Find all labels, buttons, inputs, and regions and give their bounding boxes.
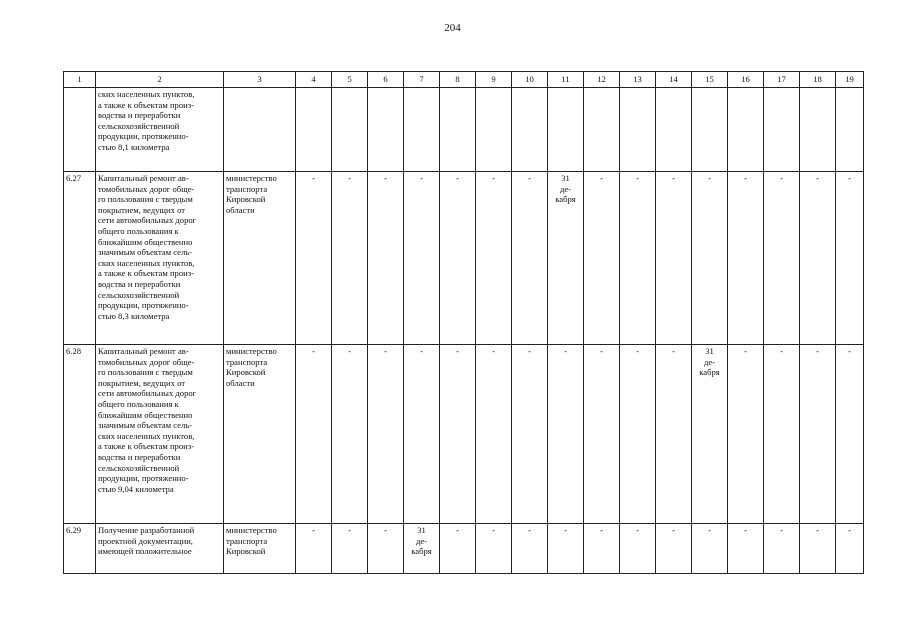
text-line: Кировской	[226, 367, 266, 378]
header-cell: 15	[692, 72, 728, 88]
period-cell	[692, 524, 728, 574]
row-number: 6.29	[64, 524, 96, 574]
period-cell	[728, 88, 764, 172]
dash-mark: -	[636, 525, 639, 535]
header-cell: 17	[764, 72, 800, 88]
dash-mark: -	[492, 525, 495, 535]
dash-mark: -	[780, 525, 783, 535]
period-cell	[584, 524, 620, 574]
period-cell	[440, 172, 476, 345]
text-line: покрытием, ведущих от	[98, 204, 186, 215]
period-cell	[512, 524, 548, 574]
text-line: имеющей положительное	[98, 546, 192, 557]
text-line: продукции, протяженно-	[98, 473, 189, 484]
period-cell	[440, 88, 476, 172]
deadline-date-part: де-	[559, 183, 572, 194]
period-cell	[368, 345, 404, 524]
dash-mark: -	[492, 173, 495, 183]
period-cell	[800, 88, 836, 172]
period-cell	[404, 524, 440, 574]
measure-name	[96, 172, 224, 345]
header-cell: 16	[728, 72, 764, 88]
header-cell: 9	[476, 72, 512, 88]
table-row	[64, 345, 864, 524]
period-cell	[476, 524, 512, 574]
responsible-org	[224, 88, 296, 172]
dash-mark: -	[348, 173, 351, 183]
period-cell	[728, 172, 764, 345]
text-line: го пользования с твердым	[98, 194, 193, 205]
text-line: сети автомобильных дорог	[98, 388, 197, 399]
header-cell: 11	[548, 72, 584, 88]
text-line: Получение разработанной	[98, 525, 195, 535]
dash-mark: -	[528, 173, 531, 183]
period-cell	[764, 172, 800, 345]
period-cell	[584, 88, 620, 172]
period-cell	[332, 524, 368, 574]
text-line: стью 9,04 километра	[98, 483, 174, 494]
deadline-date-part: де-	[703, 356, 716, 367]
header-cell: 8	[440, 72, 476, 88]
period-cell	[548, 345, 584, 524]
header-cell: 14	[656, 72, 692, 88]
dash-mark: -	[564, 525, 567, 535]
period-cell	[836, 88, 864, 172]
period-cell	[800, 345, 836, 524]
dash-mark: -	[348, 525, 351, 535]
text-line: а также к объектам произ-	[98, 441, 195, 452]
table-row	[64, 88, 864, 172]
dash-mark: -	[348, 346, 351, 356]
period-cell	[440, 524, 476, 574]
text-line: сельскохозяйственной	[98, 289, 180, 300]
text-line: Кировской	[226, 194, 266, 205]
text-line: Кировской	[226, 546, 266, 557]
dash-mark: -	[600, 346, 603, 356]
text-line: водства и переработки	[98, 451, 181, 462]
text-line: министерство	[226, 525, 277, 535]
dash-mark: -	[420, 173, 423, 183]
dash-mark: -	[312, 525, 315, 535]
dash-mark: -	[848, 173, 851, 183]
period-cell	[692, 345, 728, 524]
header-cell: 2	[96, 72, 224, 88]
period-cell	[476, 345, 512, 524]
period-cell	[512, 172, 548, 345]
period-cell	[800, 524, 836, 574]
text-line: области	[226, 204, 255, 215]
period-cell	[692, 88, 728, 172]
dash-mark: -	[708, 525, 711, 535]
period-cell	[836, 172, 864, 345]
header-row	[64, 72, 864, 88]
text-line: министерство	[226, 173, 277, 183]
dash-mark: -	[744, 173, 747, 183]
period-cell	[404, 345, 440, 524]
text-line: ских населенных пунктов,	[98, 257, 195, 268]
dash-mark: -	[384, 173, 387, 183]
period-cell	[512, 345, 548, 524]
text-line: министерство	[226, 346, 277, 356]
period-cell	[656, 345, 692, 524]
period-cell	[836, 524, 864, 574]
dash-mark: -	[528, 525, 531, 535]
period-cell	[584, 172, 620, 345]
period-cell	[764, 345, 800, 524]
deadline-date-part: 31	[705, 346, 714, 356]
header-cell: 12	[584, 72, 620, 88]
period-cell	[836, 345, 864, 524]
text-line: ближайшим общественно	[98, 236, 193, 247]
text-line: значимым объектам сель-	[98, 247, 193, 258]
period-cell	[476, 172, 512, 345]
dash-mark: -	[848, 525, 851, 535]
header-cell: 4	[296, 72, 332, 88]
period-cell	[332, 345, 368, 524]
period-cell	[368, 524, 404, 574]
dash-mark: -	[384, 346, 387, 356]
text-line: ских населенных пунктов,	[98, 430, 195, 441]
period-cell	[440, 345, 476, 524]
period-cell	[368, 172, 404, 345]
text-line: продукции, протяженно-	[98, 300, 189, 311]
period-cell	[476, 88, 512, 172]
period-cell	[548, 524, 584, 574]
text-line: общего пользования к	[98, 398, 179, 409]
deadline-date-part: кабря	[555, 194, 576, 205]
period-cell	[404, 172, 440, 345]
text-line: транспорта	[226, 356, 268, 367]
header-cell: 19	[836, 72, 864, 88]
text-line: продукции, протяженно-	[98, 131, 189, 142]
text-line: водства и переработки	[98, 278, 181, 289]
deadline-date-part: кабря	[411, 546, 432, 557]
text-line: области	[226, 377, 255, 388]
measure-name	[96, 524, 224, 574]
dash-mark: -	[600, 173, 603, 183]
dash-mark: -	[816, 346, 819, 356]
text-line: Капитальный ремонт ав-	[98, 173, 189, 183]
text-line: покрытием, ведущих от	[98, 377, 186, 388]
period-cell	[656, 524, 692, 574]
period-cell	[332, 172, 368, 345]
header-cell: 13	[620, 72, 656, 88]
dash-mark: -	[780, 173, 783, 183]
dash-mark: -	[816, 525, 819, 535]
dash-mark: -	[672, 173, 675, 183]
period-cell	[548, 88, 584, 172]
responsible-org	[224, 524, 296, 574]
text-line: сельскохозяйственной	[98, 462, 180, 473]
dash-mark: -	[456, 346, 459, 356]
period-cell	[296, 88, 332, 172]
period-cell	[656, 88, 692, 172]
dash-mark: -	[384, 525, 387, 535]
text-line: сети автомобильных дорог	[98, 215, 197, 226]
page-number: 204	[444, 22, 461, 34]
period-cell	[368, 88, 404, 172]
dash-mark: -	[456, 525, 459, 535]
period-cell	[692, 172, 728, 345]
dash-mark: -	[780, 346, 783, 356]
text-line: транспорта	[226, 183, 268, 194]
table-row	[64, 524, 864, 574]
table-row	[64, 172, 864, 345]
text-line: общего пользования к	[98, 225, 179, 236]
dash-mark: -	[528, 346, 531, 356]
text-line: стью 8,1 километра	[98, 141, 170, 152]
period-cell	[620, 524, 656, 574]
dash-mark: -	[636, 346, 639, 356]
deadline-date-part: 31	[417, 525, 426, 535]
dash-mark: -	[636, 173, 639, 183]
text-line: а также к объектам произ-	[98, 99, 195, 110]
header-cell: 5	[332, 72, 368, 88]
period-cell	[764, 524, 800, 574]
text-line: ближайшим общественно	[98, 409, 193, 420]
text-line: томобильных дорог обще-	[98, 183, 195, 194]
measure-name	[96, 88, 224, 172]
deadline-date-part: кабря	[699, 367, 720, 378]
dash-mark: -	[492, 346, 495, 356]
text-line: транспорта	[226, 535, 268, 546]
dash-mark: -	[672, 525, 675, 535]
dash-mark: -	[708, 173, 711, 183]
dash-mark: -	[456, 173, 459, 183]
period-cell	[620, 88, 656, 172]
dash-mark: -	[312, 346, 315, 356]
deadline-date-part: де-	[415, 535, 428, 546]
dash-mark: -	[816, 173, 819, 183]
header-cell: 7	[404, 72, 440, 88]
text-line: Капитальный ремонт ав-	[98, 346, 189, 356]
period-cell	[548, 172, 584, 345]
text-line: стью 8,3 километра	[98, 310, 170, 321]
row-number	[64, 88, 96, 172]
text-line: сельскохозяйственной	[98, 120, 180, 131]
text-line: ских населенных пунктов,	[98, 89, 195, 99]
text-line: томобильных дорог обще-	[98, 356, 195, 367]
header-cell: 10	[512, 72, 548, 88]
period-cell	[728, 524, 764, 574]
text-line: а также к объектам произ-	[98, 268, 195, 279]
dash-mark: -	[744, 346, 747, 356]
period-cell	[620, 345, 656, 524]
measure-name	[96, 345, 224, 524]
responsible-org	[224, 345, 296, 524]
period-cell	[296, 524, 332, 574]
dash-mark: -	[600, 525, 603, 535]
header-cell: 3	[224, 72, 296, 88]
header-cell: 18	[800, 72, 836, 88]
period-cell	[620, 172, 656, 345]
dash-mark: -	[744, 525, 747, 535]
period-cell	[296, 172, 332, 345]
deadline-date-part: 31	[561, 173, 570, 183]
period-cell	[332, 88, 368, 172]
period-cell	[656, 172, 692, 345]
dash-mark: -	[848, 346, 851, 356]
period-cell	[764, 88, 800, 172]
text-line: проектной документации,	[98, 535, 193, 546]
dash-mark: -	[312, 173, 315, 183]
period-cell	[728, 345, 764, 524]
dash-mark: -	[672, 346, 675, 356]
text-line: водства и переработки	[98, 110, 181, 121]
row-number: 6.27	[64, 172, 96, 345]
responsible-org	[224, 172, 296, 345]
header-cell: 1	[64, 72, 96, 88]
text-line: го пользования с твердым	[98, 367, 193, 378]
period-cell	[512, 88, 548, 172]
period-cell	[404, 88, 440, 172]
text-line: значимым объектам сель-	[98, 420, 193, 431]
period-cell	[296, 345, 332, 524]
row-number: 6.28	[64, 345, 96, 524]
plan-table	[63, 71, 864, 574]
dash-mark: -	[564, 346, 567, 356]
dash-mark: -	[420, 346, 423, 356]
period-cell	[800, 172, 836, 345]
period-cell	[584, 345, 620, 524]
header-cell: 6	[368, 72, 404, 88]
